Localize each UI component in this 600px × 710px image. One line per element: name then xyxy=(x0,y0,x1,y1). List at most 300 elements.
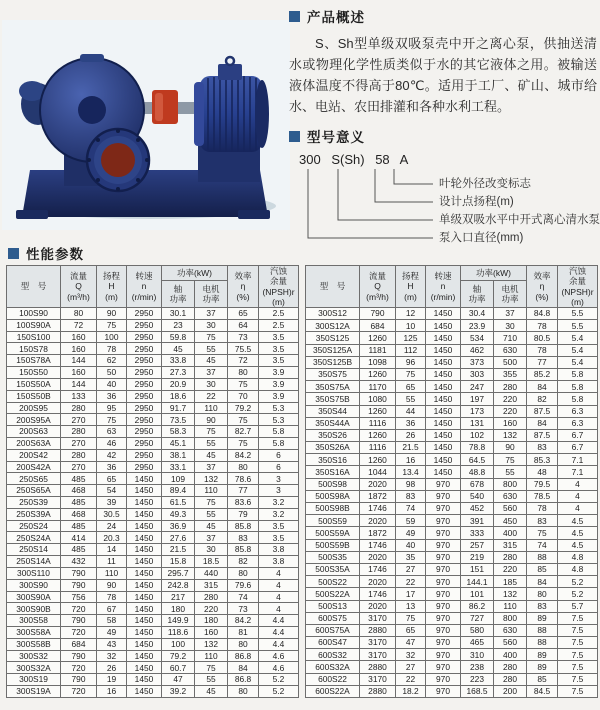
cell-value: 5.2 xyxy=(558,576,598,588)
cell-model: 300S58 xyxy=(7,615,61,627)
cell-value: 160 xyxy=(61,331,97,343)
cell-value: 310 xyxy=(461,649,494,661)
cell-model: 200S42A xyxy=(7,461,61,473)
cell-value: 151 xyxy=(461,563,494,575)
cell-model: 350S75 xyxy=(306,368,360,380)
cell-value: 18.6 xyxy=(162,390,195,402)
cell-model: 150S50 xyxy=(7,367,61,379)
cell-value: 970 xyxy=(426,600,461,612)
cell-value: 257 xyxy=(461,539,494,551)
cell-model: 350S125B xyxy=(306,356,360,368)
cell-value: 4.8 xyxy=(558,551,598,563)
table-row xyxy=(306,551,598,563)
cell-value: 7.5 xyxy=(558,649,598,661)
cell-value: 13 xyxy=(396,600,426,612)
cell-model: 150S78A xyxy=(7,355,61,367)
cell-value: 86.2 xyxy=(461,600,494,612)
cell-model: 350S16 xyxy=(306,454,360,466)
cell-value: 1450 xyxy=(127,638,162,650)
cell-value: 88 xyxy=(527,624,558,636)
cell-value: 5.8 xyxy=(259,437,299,449)
table-row xyxy=(306,624,598,636)
cell-value: 63 xyxy=(97,426,127,438)
cell-value: 75 xyxy=(228,378,259,390)
cell-model: 600S32 xyxy=(306,649,360,661)
cell-value: 75 xyxy=(195,662,228,674)
cell-value: 220 xyxy=(494,393,527,405)
cell-model: 300S58B xyxy=(7,638,61,650)
model-label-impeller: 叶轮外径改变标志 xyxy=(439,178,531,191)
cell-value: 7.5 xyxy=(558,637,598,649)
cell-value: 1450 xyxy=(127,473,162,485)
cell-value: 1450 xyxy=(127,579,162,591)
cell-value: 23.9 xyxy=(461,320,494,332)
cell-value: 1746 xyxy=(360,539,396,551)
cell-model: 350S75A xyxy=(306,381,360,393)
cell-model: 300S110 xyxy=(7,567,61,579)
table-row xyxy=(7,319,299,331)
cell-value: 110 xyxy=(494,600,527,612)
cell-value: 144 xyxy=(61,378,97,390)
cell-value: 1450 xyxy=(426,381,461,393)
cell-value: 560 xyxy=(494,637,527,649)
cell-value: 1450 xyxy=(426,368,461,380)
performance-section-title xyxy=(8,243,84,263)
cell-value: 12 xyxy=(396,308,426,320)
cell-value: 970 xyxy=(426,612,461,624)
cell-value: 36 xyxy=(97,461,127,473)
cell-value: 49.3 xyxy=(162,508,195,520)
cell-value: 3.5 xyxy=(259,331,299,343)
cell-value: 75 xyxy=(228,437,259,449)
cell-value: 55 xyxy=(195,437,228,449)
cell-value: 160 xyxy=(494,417,527,429)
cell-value: 4 xyxy=(558,490,598,502)
table-row xyxy=(7,343,299,355)
cell-model: 300S32A xyxy=(7,662,61,674)
cell-model: 350S125A xyxy=(306,344,360,356)
table-row xyxy=(306,600,598,612)
cell-model: 250S65A xyxy=(7,485,61,497)
cell-value: 1116 xyxy=(360,442,396,454)
table-row xyxy=(7,532,299,544)
cell-value: 11 xyxy=(97,556,127,568)
table-row xyxy=(7,508,299,520)
cell-value: 91.7 xyxy=(162,402,195,414)
cell-value: 77 xyxy=(228,485,259,497)
cell-value: 80 xyxy=(527,588,558,600)
cell-value: 2950 xyxy=(127,331,162,343)
cell-value: 4 xyxy=(259,591,299,603)
cell-value: 1450 xyxy=(127,650,162,662)
cell-value: 45.1 xyxy=(162,437,195,449)
cell-value: 55 xyxy=(195,674,228,686)
cell-value: 4.8 xyxy=(558,563,598,575)
cell-value: 78.8 xyxy=(461,442,494,454)
table-row xyxy=(7,579,299,591)
cell-value: 110 xyxy=(195,650,228,662)
table-row xyxy=(7,437,299,449)
cell-model: 300S90A xyxy=(7,591,61,603)
cell-value: 149.9 xyxy=(162,615,195,627)
cell-value: 200 xyxy=(494,685,527,697)
table-row xyxy=(7,378,299,390)
cell-value: 790 xyxy=(360,308,396,320)
table-row xyxy=(306,454,598,466)
cell-value: 78 xyxy=(527,344,558,356)
cell-value: 85.3 xyxy=(527,454,558,466)
table-row xyxy=(306,576,598,588)
cell-model: 600S75A xyxy=(306,624,360,636)
cell-value: 85.8 xyxy=(228,520,259,532)
cell-value: 131 xyxy=(461,417,494,429)
cell-value: 5.4 xyxy=(558,344,598,356)
cell-model: 500S22 xyxy=(306,576,360,588)
cell-value: 500 xyxy=(494,356,527,368)
cell-value: 87.5 xyxy=(527,429,558,441)
cell-model: 300S19 xyxy=(7,674,61,686)
cell-value: 3170 xyxy=(360,673,396,685)
cell-value: 5.4 xyxy=(558,356,598,368)
cell-value: 6.7 xyxy=(558,429,598,441)
table-body-right xyxy=(306,308,598,698)
cell-value: 219 xyxy=(461,551,494,563)
cell-value: 65 xyxy=(396,381,426,393)
cell-value: 1450 xyxy=(426,308,461,320)
cell-value: 238 xyxy=(461,661,494,673)
cell-value: 75 xyxy=(195,497,228,509)
cell-value: 790 xyxy=(61,650,97,662)
table-row xyxy=(7,603,299,615)
cell-value: 35 xyxy=(396,551,426,563)
col-efficiency: 效率 η (%) xyxy=(527,266,558,308)
table-row xyxy=(7,390,299,402)
cell-value: 333 xyxy=(461,527,494,539)
col-speed: 转速 n (r/min) xyxy=(127,266,162,308)
cell-value: 2950 xyxy=(127,437,162,449)
cell-value: 4.6 xyxy=(259,650,299,662)
performance-table-right xyxy=(305,265,598,698)
cell-model: 200S95 xyxy=(7,402,61,414)
cell-value: 800 xyxy=(494,612,527,624)
cell-value: 30 xyxy=(195,319,228,331)
cell-value: 19 xyxy=(97,674,127,686)
cell-value: 540 xyxy=(461,490,494,502)
cell-value: 485 xyxy=(61,473,97,485)
cell-value: 3.9 xyxy=(259,390,299,402)
cell-value: 96 xyxy=(396,356,426,368)
cell-value: 80 xyxy=(228,367,259,379)
table-row xyxy=(7,662,299,674)
cell-value: 1450 xyxy=(426,454,461,466)
cell-value: 4 xyxy=(259,567,299,579)
cell-value: 373 xyxy=(461,356,494,368)
cell-value: 7.1 xyxy=(558,454,598,466)
cell-value: 42 xyxy=(97,449,127,461)
cell-model: 500S98 xyxy=(306,478,360,490)
cell-value: 50 xyxy=(97,367,127,379)
cell-value: 720 xyxy=(61,662,97,674)
cell-model: 600S32A xyxy=(306,661,360,673)
cell-value: 970 xyxy=(426,624,461,636)
cell-value: 18.2 xyxy=(396,685,426,697)
cell-value: 74 xyxy=(396,503,426,515)
cell-value: 1450 xyxy=(426,393,461,405)
cell-value: 32 xyxy=(97,650,127,662)
cell-value: 2950 xyxy=(127,367,162,379)
cell-value: 678 xyxy=(461,478,494,490)
cell-value: 727 xyxy=(461,612,494,624)
cell-value: 78.5 xyxy=(527,490,558,502)
cell-value: 280 xyxy=(61,449,97,461)
cell-value: 83 xyxy=(527,600,558,612)
overview-paragraph: S、Sh型单级双吸泵壳中开之离心泵，供抽送清水或物理化学性质类似于水的其它液体之用。被输送液体温度不得高于80℃。适用于工厂、矿山、城市给水、电站、农田排灌和各种水利工程。 xyxy=(289,36,597,115)
cell-value: 22 xyxy=(195,390,228,402)
cell-value: 84 xyxy=(228,662,259,674)
cell-value: 280 xyxy=(494,381,527,393)
cell-value: 468 xyxy=(61,508,97,520)
table-row xyxy=(7,556,299,568)
table-row xyxy=(306,405,598,417)
cell-value: 1450 xyxy=(127,508,162,520)
cell-value: 2.5 xyxy=(259,308,299,320)
cell-value: 67 xyxy=(97,603,127,615)
cell-value: 81 xyxy=(228,626,259,638)
cell-value: 1098 xyxy=(360,356,396,368)
cell-value: 132 xyxy=(494,588,527,600)
cell-model: 200S63 xyxy=(7,426,61,438)
cell-value: 414 xyxy=(61,532,97,544)
cell-model: 350S44A xyxy=(306,417,360,429)
cell-value: 22 xyxy=(396,576,426,588)
table-row xyxy=(306,429,598,441)
cell-value: 790 xyxy=(61,615,97,627)
cell-value: 220 xyxy=(195,603,228,615)
cell-value: 1746 xyxy=(360,588,396,600)
cell-value: 2880 xyxy=(360,624,396,636)
cell-value: 5.2 xyxy=(259,674,299,686)
col-power: 功率(kW) xyxy=(461,266,527,281)
cell-value: 1450 xyxy=(426,417,461,429)
cell-value: 1450 xyxy=(127,603,162,615)
cell-value: 2020 xyxy=(360,600,396,612)
cell-value: 78 xyxy=(97,343,127,355)
cell-value: 14 xyxy=(97,544,127,556)
table-row xyxy=(306,308,598,320)
cell-value: 684 xyxy=(360,320,396,332)
cell-value: 970 xyxy=(426,661,461,673)
cell-value: 440 xyxy=(195,567,228,579)
cell-value: 73.5 xyxy=(162,414,195,426)
table-row xyxy=(306,588,598,600)
table-row xyxy=(306,393,598,405)
cell-value: 560 xyxy=(494,503,527,515)
cell-value: 1450 xyxy=(426,332,461,344)
cell-value: 65 xyxy=(97,473,127,485)
cell-value: 45 xyxy=(195,355,228,367)
cell-value: 40 xyxy=(97,378,127,390)
cell-model: 350S26 xyxy=(306,429,360,441)
cell-value: 1450 xyxy=(127,567,162,579)
cell-value: 800 xyxy=(494,478,527,490)
cell-value: 48 xyxy=(527,466,558,478)
cell-model: 500S22A xyxy=(306,588,360,600)
table-row xyxy=(7,449,299,461)
table-row xyxy=(7,650,299,662)
cell-value: 1450 xyxy=(127,556,162,568)
cell-value: 74 xyxy=(228,591,259,603)
table-row xyxy=(7,638,299,650)
cell-value: 36 xyxy=(97,390,127,402)
cell-value: 17 xyxy=(396,588,426,600)
cell-value: 580 xyxy=(461,624,494,636)
cell-value: 3170 xyxy=(360,612,396,624)
cell-value: 2950 xyxy=(127,355,162,367)
cell-model: 150S50A xyxy=(7,378,61,390)
cell-model: 200S42 xyxy=(7,449,61,461)
cell-value: 83 xyxy=(228,532,259,544)
cell-value: 62 xyxy=(97,355,127,367)
cell-value: 2020 xyxy=(360,551,396,563)
cell-value: 180 xyxy=(162,603,195,615)
cell-value: 3.2 xyxy=(259,497,299,509)
cell-value: 132 xyxy=(494,429,527,441)
cell-value: 80 xyxy=(61,308,97,320)
cell-value: 20.3 xyxy=(97,532,127,544)
cell-value: 55 xyxy=(396,393,426,405)
cell-value: 1450 xyxy=(426,442,461,454)
cell-model: 150S50B xyxy=(7,390,61,402)
cell-value: 3 xyxy=(259,473,299,485)
model-label-pump-type: 单级双吸水平中开式离心清水泵 xyxy=(439,214,600,227)
cell-value: 45 xyxy=(195,686,228,698)
cell-value: 2950 xyxy=(127,308,162,320)
cell-value: 84.5 xyxy=(527,685,558,697)
col-model: 型 号 xyxy=(306,266,360,308)
cell-value: 630 xyxy=(494,624,527,636)
cell-value: 6.3 xyxy=(558,405,598,417)
cell-value: 73 xyxy=(228,603,259,615)
cell-model: 300S12A xyxy=(306,320,360,332)
cell-model: 200S63A xyxy=(7,437,61,449)
cell-value: 970 xyxy=(426,503,461,515)
cell-value: 36 xyxy=(396,417,426,429)
cell-value: 756 xyxy=(61,591,97,603)
cell-value: 78 xyxy=(527,503,558,515)
cell-value: 970 xyxy=(426,588,461,600)
cell-model: 350S75B xyxy=(306,393,360,405)
model-code-variant: A xyxy=(399,152,409,168)
cell-value: 1450 xyxy=(426,466,461,478)
col-model: 型 号 xyxy=(7,266,61,308)
cell-value: 5.2 xyxy=(558,588,598,600)
cell-model: 300S32 xyxy=(7,650,61,662)
cell-value: 110 xyxy=(195,485,228,497)
section-bullet-icon xyxy=(8,248,19,259)
cell-value: 5.5 xyxy=(558,320,598,332)
cell-value: 295.7 xyxy=(162,567,195,579)
table-row xyxy=(7,591,299,603)
cell-value: 534 xyxy=(461,332,494,344)
cell-value: 970 xyxy=(426,490,461,502)
cell-model: 300S90 xyxy=(7,579,61,591)
cell-value: 1450 xyxy=(127,626,162,638)
cell-value: 280 xyxy=(195,591,228,603)
cell-value: 85.2 xyxy=(527,368,558,380)
table-row xyxy=(306,466,598,478)
cell-value: 160 xyxy=(61,367,97,379)
cell-value: 7.1 xyxy=(558,466,598,478)
cell-value: 84 xyxy=(527,381,558,393)
cell-value: 74 xyxy=(527,539,558,551)
cell-value: 270 xyxy=(61,461,97,473)
cell-value: 5.8 xyxy=(558,393,598,405)
col-head: 扬程 H (m) xyxy=(396,266,426,308)
cell-value: 30.1 xyxy=(162,308,195,320)
col-flow: 流量 Q (m³/h) xyxy=(61,266,97,308)
cell-value: 75 xyxy=(97,414,127,426)
cell-value: 1872 xyxy=(360,527,396,539)
cell-value: 720 xyxy=(61,626,97,638)
cell-value: 5.8 xyxy=(558,381,598,393)
cell-value: 1260 xyxy=(360,429,396,441)
cell-value: 89 xyxy=(527,612,558,624)
col-motor-power: 电机 功率 xyxy=(494,281,527,308)
top-right-column xyxy=(289,6,600,252)
cell-value: 5.2 xyxy=(259,686,299,698)
cell-value: 85 xyxy=(527,563,558,575)
cell-value: 970 xyxy=(426,576,461,588)
cell-value: 1260 xyxy=(360,332,396,344)
cell-value: 26 xyxy=(97,662,127,674)
cell-value: 1450 xyxy=(426,356,461,368)
table-row xyxy=(7,674,299,686)
cell-value: 790 xyxy=(61,579,97,591)
cell-value: 1450 xyxy=(127,686,162,698)
table-row xyxy=(306,490,598,502)
cell-value: 13.4 xyxy=(396,466,426,478)
cell-value: 83.6 xyxy=(228,497,259,509)
cell-value: 270 xyxy=(61,414,97,426)
cell-value: 78.6 xyxy=(228,473,259,485)
cell-value: 280 xyxy=(61,426,97,438)
cell-value: 5.4 xyxy=(558,332,598,344)
cell-value: 118.6 xyxy=(162,626,195,638)
cell-value: 6 xyxy=(259,449,299,461)
cell-value: 84 xyxy=(527,417,558,429)
cell-value: 78 xyxy=(527,320,558,332)
table-header xyxy=(306,266,598,308)
cell-value: 7.5 xyxy=(558,661,598,673)
table-row xyxy=(306,478,598,490)
cell-value: 168.5 xyxy=(461,685,494,697)
cell-value: 355 xyxy=(494,368,527,380)
cell-value: 720 xyxy=(61,603,97,615)
cell-value: 79.2 xyxy=(162,650,195,662)
cell-value: 45 xyxy=(162,343,195,355)
cell-value: 98 xyxy=(396,478,426,490)
cell-value: 3.5 xyxy=(259,343,299,355)
cell-value: 48.8 xyxy=(461,466,494,478)
cell-value: 100 xyxy=(97,331,127,343)
cell-value: 21.5 xyxy=(162,544,195,556)
cell-value: 970 xyxy=(426,478,461,490)
cell-value: 45 xyxy=(195,520,228,532)
cell-value: 684 xyxy=(61,638,97,650)
table-row xyxy=(306,503,598,515)
cell-value: 125 xyxy=(396,332,426,344)
table-row xyxy=(7,615,299,627)
